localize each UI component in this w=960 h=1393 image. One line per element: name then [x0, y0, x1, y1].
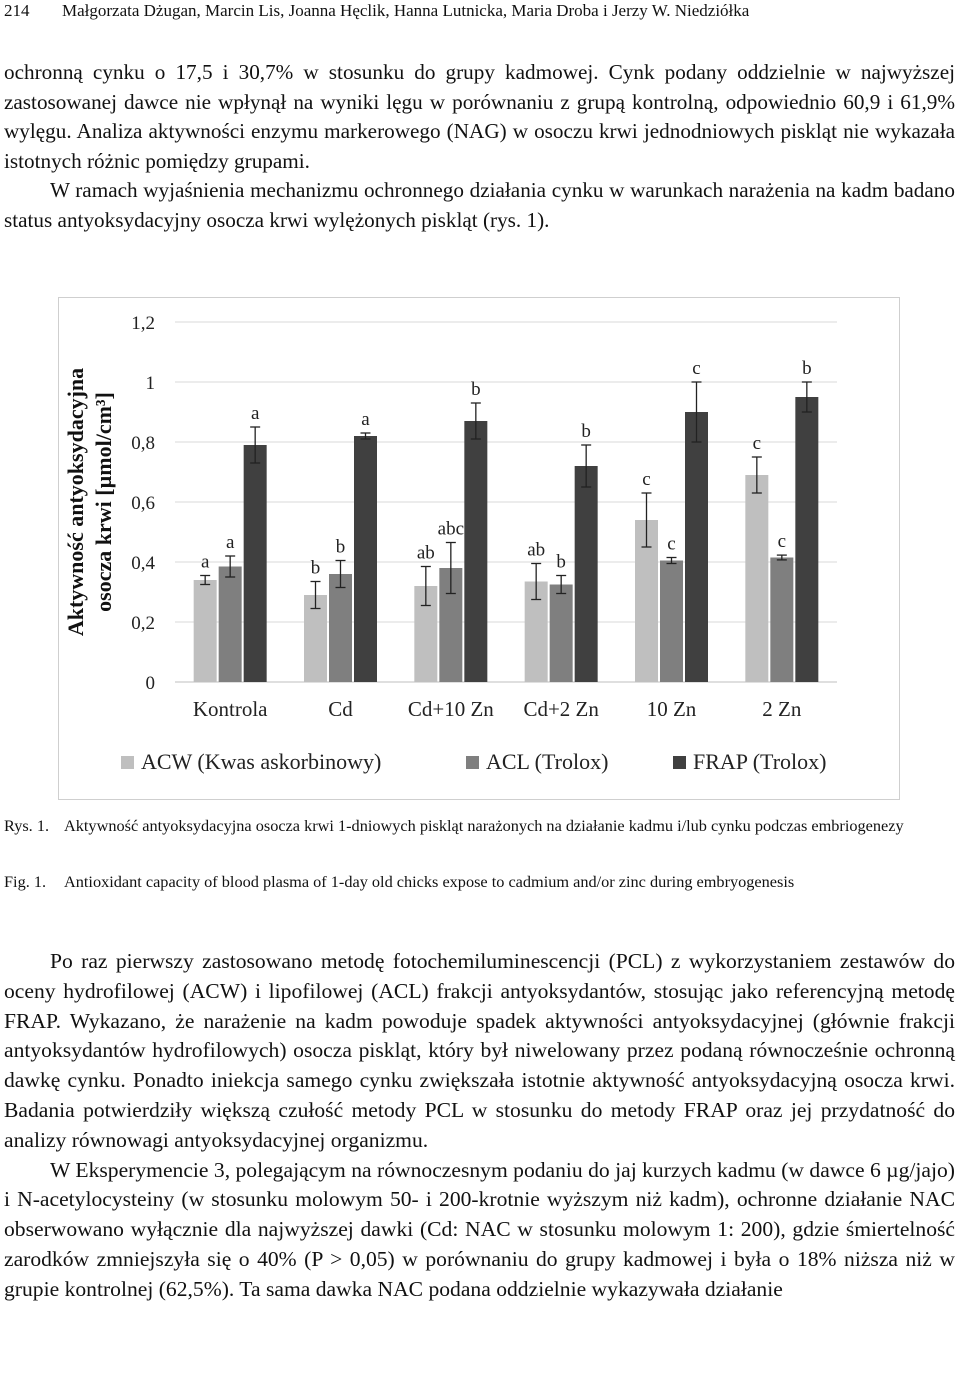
significance-letter: b	[802, 358, 812, 379]
bar	[354, 436, 377, 682]
paragraph: Po raz pierwszy zastosowano metodę fotochemiluminescencji (PCL) z wykorzystaniem zestawów do oceny hydrofilowej (ACW) i lipofilowej (ACL) frakcji antyoksydantów, stosując jako referencyjną metodę FRAP. Wykazano, że narażenie na kadm powoduje spadek aktywności antyoksydacyjnej (głównie frakcji antyoksydantów hydrofilowych) osocza piskląt, który był niwelowany przez podaną równocześnie ochronną dawkę cynku. Ponadto iniekcja samego cynku zwiększała istotnie aktywność antyoksydacyjną osocza krwi. Badania potwierdziły większą czułość metody PCL w stosunku do metody FRAP oraz jej przydatność do analizy równowagi antyoksydacyjnej organizmu.	[4, 949, 955, 1152]
significance-letter: ab	[416, 542, 435, 564]
y-tick-label: 1,2	[131, 313, 155, 334]
paragraph: W ramach wyjaśnienia mechanizmu ochronnego działania cynku w warunkach narażenia na kadm badano status antyoksydacyjny osocza krwi wylężonych piskląt (rys. 1).	[4, 178, 955, 232]
page-number: 214	[4, 1, 30, 20]
y-tick-label: 0,6	[131, 493, 155, 514]
significance-letter: c	[642, 469, 651, 490]
significance-letter: b	[310, 557, 321, 579]
y-axis-label: Aktywność antyoksydacyjna	[63, 367, 88, 637]
significance-letter: c	[777, 531, 787, 553]
x-tick-label: Kontrola	[192, 697, 268, 721]
significance-letter: a	[361, 409, 370, 430]
caption-en	[4, 870, 956, 894]
legend-label: ACL (Trolox)	[486, 749, 609, 774]
y-tick-label: 1	[145, 373, 155, 394]
bar	[660, 561, 683, 683]
significance-letter: ab	[527, 539, 546, 561]
bar	[795, 397, 818, 682]
bottom-paragraphs	[4, 947, 955, 1305]
y-axis-label-units: osocza krwi [µmol/cm³]	[91, 392, 116, 612]
bar	[329, 574, 352, 682]
bar	[685, 412, 708, 682]
x-tick-label: Cd+10 Zn	[407, 697, 494, 721]
y-tick-label: 0,2	[131, 613, 155, 634]
caption-en-text: Antioxidant capacity of blood plasma of 1-day old chicks expose to cadmium and/or zinc during embryogenesis	[64, 872, 795, 891]
x-tick-label: 2 Zn	[762, 697, 802, 721]
significance-letter: a	[250, 403, 260, 424]
significance-letter: b	[556, 551, 566, 573]
x-tick-label: 10 Zn	[646, 697, 697, 721]
paragraph: ochronną cynku o 17,5 i 30,7% w stosunku do grupy kadmowej. Cynk podany oddzielnie w najwyższej zastosowanej dawce nie wpłynął na wyniki lęgu w porównaniu z grupą kontrolną, odpowiednio 60,9 i 61,9% wylęgu. Analiza aktywności enzymu markerowego (NAG) w osoczu krwi jednodniowych piskląt nie wykazała istotnych różnic pomiędzy grupami.	[4, 60, 955, 173]
bar	[464, 421, 487, 682]
significance-letter: b	[335, 536, 346, 558]
significance-letter: c	[692, 358, 701, 379]
legend-swatch	[673, 756, 686, 769]
caption-pl-text: Aktywność antyoksydacyjna osocza krwi 1-dniowych piskląt narażonych na działanie kadmu i/lub cynku podczas embriogenezy	[64, 816, 904, 835]
significance-letter: b	[471, 379, 481, 400]
x-tick-label: Cd+2 Zn	[523, 697, 599, 721]
bar	[745, 475, 768, 682]
bar	[770, 558, 793, 683]
x-tick-label: Cd	[328, 697, 353, 721]
top-paragraphs	[4, 58, 955, 236]
legend-swatch	[121, 756, 134, 769]
legend-label: ACW (Kwas askorbinowy)	[141, 749, 382, 774]
figure-1-chart	[58, 297, 900, 800]
y-tick-label: 0	[145, 673, 155, 694]
significance-letter: b	[581, 421, 591, 442]
y-tick-label: 0,4	[131, 553, 155, 574]
significance-letter: abc	[437, 518, 465, 540]
bar	[550, 585, 573, 683]
significance-letter: a	[225, 532, 235, 553]
y-tick-label: 0,8	[131, 433, 155, 454]
bar	[219, 567, 242, 683]
bar	[575, 466, 598, 682]
significance-letter: a	[200, 551, 210, 573]
bar	[194, 580, 217, 682]
bar-chart	[59, 298, 899, 799]
caption-en-label: Fig. 1.	[4, 872, 47, 891]
legend-swatch	[466, 756, 479, 769]
caption-pl	[4, 814, 956, 838]
paragraph: W Eksperymencie 3, polegającym na równoczesnym podaniu do jaj kurzych kadmu (w dawce 6 µg/jajo) i N-acetylocysteiny (w stosunku molowym 50- i 200-krotnie wyższym niż kadm), ochronne działanie NAC obserwowano wyłącznie dla najwyższej dawki (Cd: NAC w stosunku molowym 1: 200), gdzie śmiertelność zarodków zmniejszyła się o 40% (P > 0,05) w porównaniu do grupy kadmowej i była o 18% niższa niż w grupie kontrolnej (62,5%). Ta sama dawka NAC podana oddzielnie wykazywała działanie	[4, 1157, 955, 1301]
legend-label: FRAP (Trolox)	[693, 749, 827, 774]
significance-letter: c	[667, 533, 676, 555]
page-header	[4, 0, 954, 22]
bar	[244, 445, 267, 682]
caption-pl-label: Rys. 1.	[4, 816, 50, 835]
significance-letter: c	[752, 433, 762, 454]
header-authors: Małgorzata Dżugan, Marcin Lis, Joanna Hęclik, Hanna Lutnicka, Maria Droba i Jerzy W. Niedziółka	[62, 1, 750, 20]
